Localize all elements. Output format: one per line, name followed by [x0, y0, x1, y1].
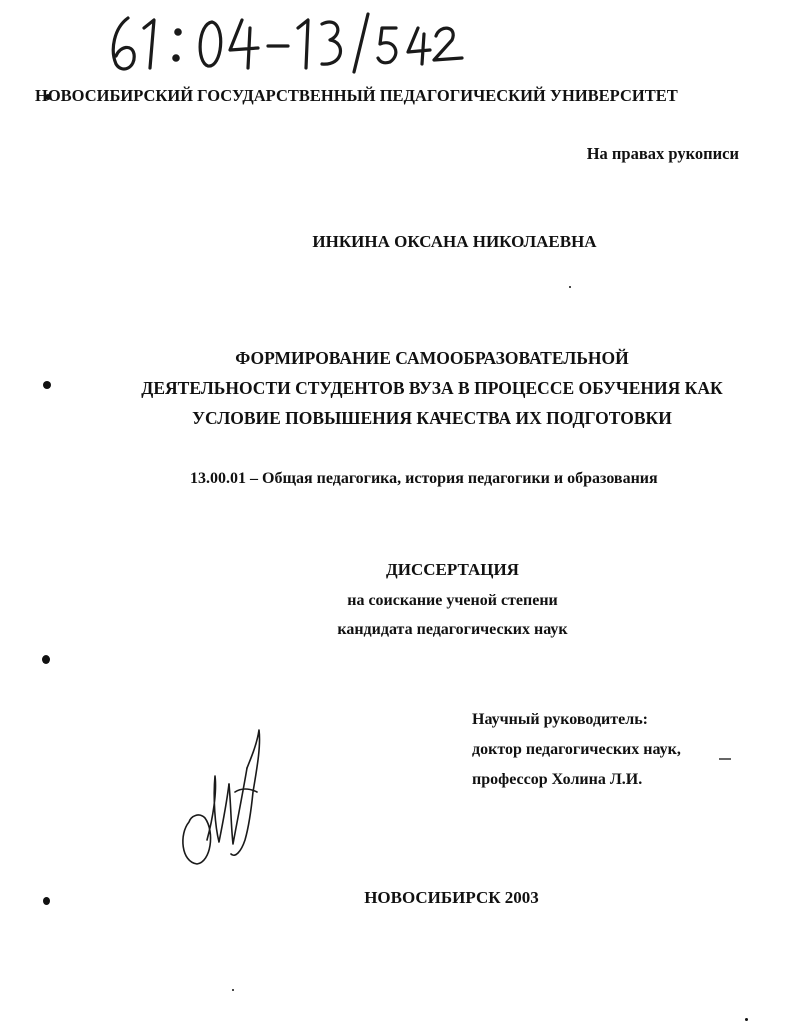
title-line-3: УСЛОВИЕ ПОВЫШЕНИЯ КАЧЕСТВА ИХ ПОДГОТОВКИ: [192, 408, 672, 428]
city-year: НОВОСИБИРСК 2003: [364, 888, 539, 907]
degree-line-1: на соискание ученой степени: [347, 592, 558, 609]
handwritten-archive-code: [100, 6, 480, 76]
speck: [232, 989, 234, 991]
supervisor-label: Научный руководитель:: [472, 711, 648, 728]
margin-mark: [719, 758, 731, 760]
speck: [569, 286, 571, 288]
handwritten-signature: [175, 722, 275, 872]
rights-note: На правах рукописи: [586, 144, 739, 163]
supervisor-name: профессор Холина Л.И.: [472, 771, 643, 788]
title-line-1: ФОРМИРОВАНИЕ САМООБРАЗОВАТЕЛЬНОЙ: [235, 348, 629, 368]
degree-line-2: кандидата педагогических наук: [337, 621, 568, 638]
title-line-2: ДЕЯТЕЛЬНОСТИ СТУДЕНТОВ ВУЗА В ПРОЦЕССЕ ОБУЧЕНИЯ КАК: [141, 378, 723, 398]
document-type: ДИССЕРТАЦИЯ: [386, 560, 519, 579]
margin-mark: [42, 655, 50, 664]
speck: [745, 1018, 748, 1021]
specialty-code: 13.00.01 – Общая педагогика, история педагогики и образования: [190, 470, 658, 487]
supervisor-degree: доктор педагогических наук,: [472, 741, 681, 758]
university-name: НОВОСИБИРСКИЙ ГОСУДАРСТВЕННЫЙ ПЕДАГОГИЧЕСКИЙ УНИВЕРСИТЕТ: [35, 86, 678, 105]
author-name: ИНКИНА ОКСАНА НИКОЛАЕВНА: [312, 232, 597, 251]
